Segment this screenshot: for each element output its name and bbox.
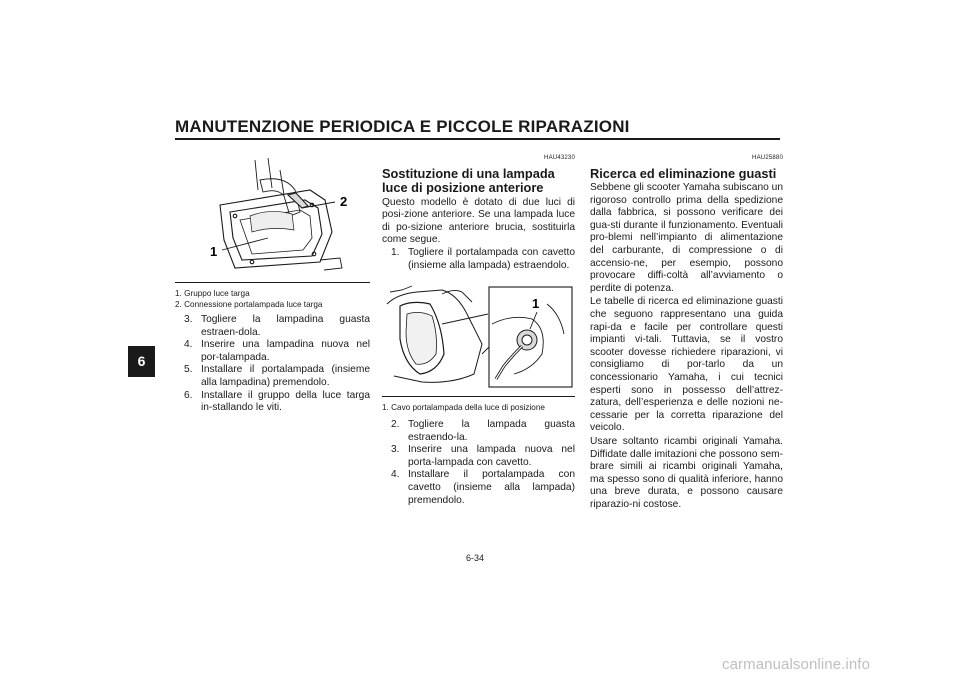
- callout-1: 1: [210, 244, 218, 259]
- page-number: 6-34: [466, 553, 485, 563]
- step-item: 2. Togliere la lampada guasta estraendo-la.: [391, 419, 575, 443]
- watermark: carmanualsonline.info: [722, 656, 871, 673]
- callout-2: 2: [340, 194, 348, 209]
- chapter-tab: 6: [128, 346, 155, 377]
- step-item: 4. Installare il portalampada con cavetto (insieme alla lampada) premendolo.: [391, 469, 575, 506]
- section-code: HAU25880: [752, 155, 783, 161]
- step-item: 4. Inserire una lampadina nuova nel por-talampada.: [184, 339, 370, 363]
- column-1: [175, 282, 370, 415]
- page-title: MANUTENZIONE PERIODICA E PICCOLE RIPARAZIONI: [175, 117, 630, 136]
- step-item: 3. Togliere la lampadina guasta estraen-dola.: [184, 314, 370, 338]
- figure-caption: 1. Cavo portalampada della luce di posizione: [382, 403, 545, 412]
- paragraph: Sebbene gli scooter Yamaha subiscano un rigoroso controllo prima della spedizione dalla fabbrica, si possono verificare dei gua-sti durante il funzionamento. Eventuali pro-blemi nell’impianto di alimentazione del carburante, di compressione o di accensio-ne, per esempio, possono provocare diffi-coltà all’avviamento o perdite di potenza.: [590, 182, 783, 294]
- section-code: HAU43230: [544, 155, 575, 161]
- title-rule: [175, 138, 780, 140]
- paragraph: Usare soltanto ricambi originali Yamaha. Diffidate dalle imitazioni che possono sem-brare simili ai ricambi originali Yamaha, ma spesso sono di qualità inferiore, hanno una breve durata, e possono causare riparazio-ni costose.: [590, 435, 783, 510]
- caption-rule: [382, 396, 575, 397]
- step-item: 1. Togliere il portalampada con cavetto (insieme alla lampada) estraendolo.: [391, 246, 575, 271]
- figure-caption-2: 2. Connessione portalampada luce targa: [175, 300, 323, 309]
- step-item: 6. Installare il gruppo della luce targa in-stallando le viti.: [184, 389, 370, 414]
- intro-paragraph: Questo modello è dotato di due luci di posi-zione anteriore. Se una lampada luce di po-sizione anteriore brucia, sostituirla come segue.: [382, 196, 575, 246]
- step-item: 3. Inserire una lampada nuova nel porta-lampada con cavetto.: [391, 444, 575, 468]
- paragraph: Le tabelle di ricerca ed eliminazione guasti che seguono rappresentano una guida rapi-da e facile per controllare questi impianti vi-tali. Tuttavia, se il vostro scooter dovesse richiedere riparazioni, vi consigliamo di por-tarlo da un concessionario Yamaha, i cui tecnici esperti sono in possesso dell’attrez-zatura, dell’esperienza e delle nozioni ne-cessarie per la corretta riparazione del veicolo.: [590, 296, 783, 434]
- steps-list: [175, 314, 370, 415]
- column-2-lower: [382, 396, 575, 507]
- position-light-figure: [382, 284, 575, 392]
- step-item: 5. Installare il portalampada (insieme alla lampadina) premendolo.: [184, 364, 370, 388]
- section-heading: Ricerca ed eliminazione guasti: [590, 165, 777, 181]
- section-heading: Sostituzione di una lampada luce di posizione anteriore: [382, 165, 555, 196]
- column-3: [590, 152, 783, 512]
- figure-caption-1: 1. Gruppo luce targa: [175, 289, 250, 298]
- steps-list: [382, 419, 575, 507]
- column-2: [382, 152, 575, 272]
- license-light-figure: [200, 150, 350, 275]
- callout-1: 1: [532, 296, 540, 311]
- caption-rule: [175, 282, 370, 283]
- steps-list: [382, 247, 575, 272]
